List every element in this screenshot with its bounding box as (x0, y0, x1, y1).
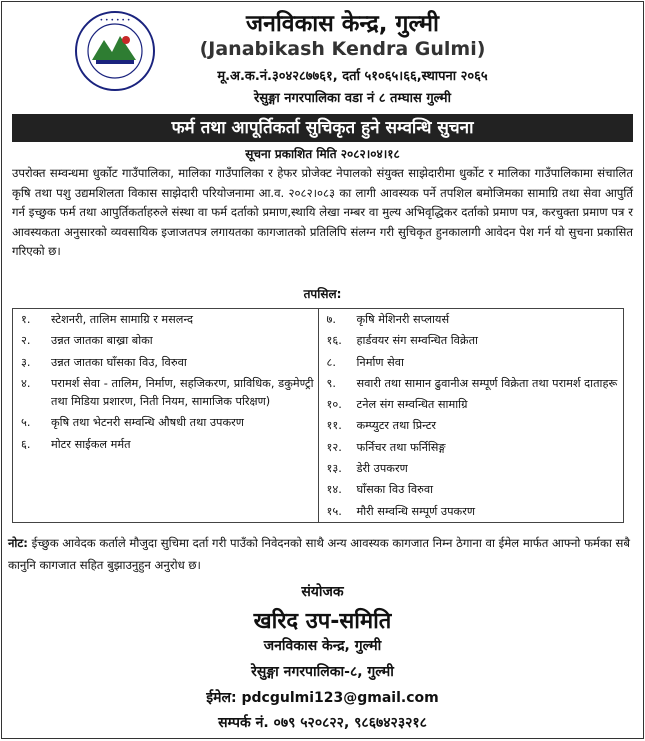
list-item (319, 458, 624, 479)
item-text: टनेल संग सम्वन्धित सामाग्रि (356, 398, 468, 412)
item-text: परामर्श सेवा - तालिम, निर्माण, सहजिकरण, प्राविधिक, डकुमेण्ट्री तथा मिडिया प्रशारण, निती नियम, सामाजिक परिक्षण) (51, 376, 314, 409)
list-item (13, 309, 318, 330)
convener-label: संयोजक (301, 584, 344, 600)
item-number: ४. (21, 376, 31, 390)
notice-page (1, 1, 644, 739)
item-text: हार्डवयर संग सम्वन्धित विक्रेता (356, 334, 478, 348)
item-number: १. (21, 313, 31, 326)
list-item (13, 373, 318, 413)
item-text: फर्निचर तथा फर्निसिङ्ग (356, 440, 446, 454)
org-address: रेसुङ्गा नगरपालिका वडा नं ८ तम्घास गुल्मी (254, 91, 451, 106)
registration-info: मू.अ.क.नं.३०४२८७७६१, दर्ता ५१०६५।६६,स्थापना २०६५ (217, 69, 488, 84)
list-item (319, 352, 624, 373)
item-text: निर्माण सेवा (356, 355, 404, 369)
contact-address: रेसुङ्गा नगरपालिका-८, गुल्मी (251, 664, 394, 680)
email-label: ईमेल: (206, 690, 237, 706)
list-item (319, 501, 624, 522)
item-text: डेरी उपकरण (356, 462, 408, 476)
list-item (13, 434, 318, 455)
contact-org: जनविकास केन्द्र, गुल्मी (263, 638, 382, 654)
item-number: ७. (326, 313, 336, 326)
item-number: ६. (21, 437, 31, 451)
list-item (13, 352, 318, 373)
item-number: १५. (326, 504, 342, 518)
item-text: उन्नत जातका बाख्रा बोका (51, 334, 153, 348)
item-text: मौरी सम्वन्धि सम्पूर्ण उपकरण (356, 504, 475, 518)
item-number: १६. (326, 334, 342, 348)
notice-body: उपरोक्त सम्वन्धमा धुर्कोट गाउँपालिका, मालिका गाउँपालिका र हेफर प्रोजेक्ट नेपालको संयुक्त साझेदारीमा धुर्कोट र मालिका गाउँपालिकामा संचालित कृषि तथा पशु उद्यमशिलता विकास साझेदारी परियोजनामा आ.व. २०८२।०८३ का लागी आवस्यक पर्ने तपशिल बमोजिमका सामाग्रि तथा सेवा आपुर्ति गर्न इच्छुक फर्म तथा आपुर्तिकर्ताहरुले संस्था वा फर्म दर्ताको प्रमाण,स्थायि लेखा नम्बर वा मुल्य अभिवृद्धिकर दर्ताको प्रमाण पत्र, करचुक्ता प्रमाण पत्र र आवस्यकता अनुसारको व्यवसायिक इजाजतपत्र लगायतका कागजातको प्रतिलिपि संलग्न गरी सुचिकृत हुनकालागी आवेदन पेश गर्न यो सुचना प्रकासित गरिएको छ। (12, 166, 633, 258)
list-item (319, 309, 624, 330)
item-text: कम्प्युटर तथा प्रिन्टर (356, 419, 437, 433)
item-number: १२. (326, 440, 342, 454)
item-number: ११. (326, 419, 342, 433)
committee-name: खरिद उप-समिति (253, 609, 392, 634)
item-text: कृषि मेशिनरी सप्लायर्स (356, 313, 450, 326)
note (8, 532, 633, 576)
item-number: ३. (21, 355, 31, 369)
email-link[interactable]: pdcgulmi123@gmail.com (241, 690, 439, 706)
note-label: नोट: (8, 536, 28, 550)
list-item (319, 373, 624, 394)
published-date: सूचना प्रकाशित मिति २०८२।०४।१८ (245, 147, 400, 161)
org-name-nepali: जनविकास केन्द्र, गुल्मी (246, 11, 439, 37)
notice-title: फर्म तथा आपूर्तिकर्ता सुचिकृत हुने सम्वन्धि सुचना (12, 114, 633, 142)
list-item (319, 394, 624, 415)
list-item (13, 330, 318, 351)
item-text: कृषि तथा भेटनरी सम्वन्धि औषधी तथा उपकरण (51, 416, 244, 430)
item-number: २. (21, 334, 31, 348)
item-number: १३. (326, 462, 342, 476)
item-text: सवारी तथा सामान ढुवानीअ सम्पूर्ण विक्रेता तथा परामर्श दाताहरू (356, 376, 618, 390)
list-item (319, 479, 624, 500)
list-item (319, 415, 624, 436)
item-text: घाँसका विउ विरुवा (356, 483, 434, 497)
list-item (13, 412, 318, 433)
item-number: ८. (326, 355, 336, 369)
item-text: स्टेशनरी, तालिम सामाग्रि र मसलन्द (51, 313, 193, 326)
item-number: ९. (326, 376, 336, 390)
svg-text:• • • • • •: • • • • • • (99, 17, 131, 24)
items-left-column (13, 309, 319, 523)
item-text: मोटर साईकल मर्मत (51, 437, 131, 451)
phone-number: ०७९ ५२०८२२, ९८६७४२३२१८ (273, 715, 427, 731)
phone-label: सम्पर्क नं. (218, 715, 269, 731)
contact-email (2, 688, 643, 707)
item-text: उन्नत जातका घाँसका विउ, विरुवा (51, 355, 187, 369)
items-right-column (318, 309, 624, 523)
item-number: १४. (326, 483, 342, 497)
org-name-english: (Janabikash Kendra Gulmi) (199, 38, 486, 60)
item-number: ५. (21, 416, 31, 430)
header (2, 2, 643, 110)
contact-phone (2, 713, 643, 732)
items-table (12, 308, 624, 523)
details-heading: तपसिल: (303, 287, 342, 301)
list-item (319, 437, 624, 458)
item-number: १०. (326, 398, 342, 412)
note-text: ईच्छुक आवेदक कर्ताले मौजुदा सुचिमा दर्ता गरी पाउँको निवेदनको साथै अन्य आवस्यक कागजात निम्न ठेगाना वा ईमेल मार्फत आफ्नो फर्मका सबै कानुनि कागजात सहित बुझाउनुहुन अनुरोध छ। (8, 536, 630, 572)
list-item (319, 330, 624, 351)
